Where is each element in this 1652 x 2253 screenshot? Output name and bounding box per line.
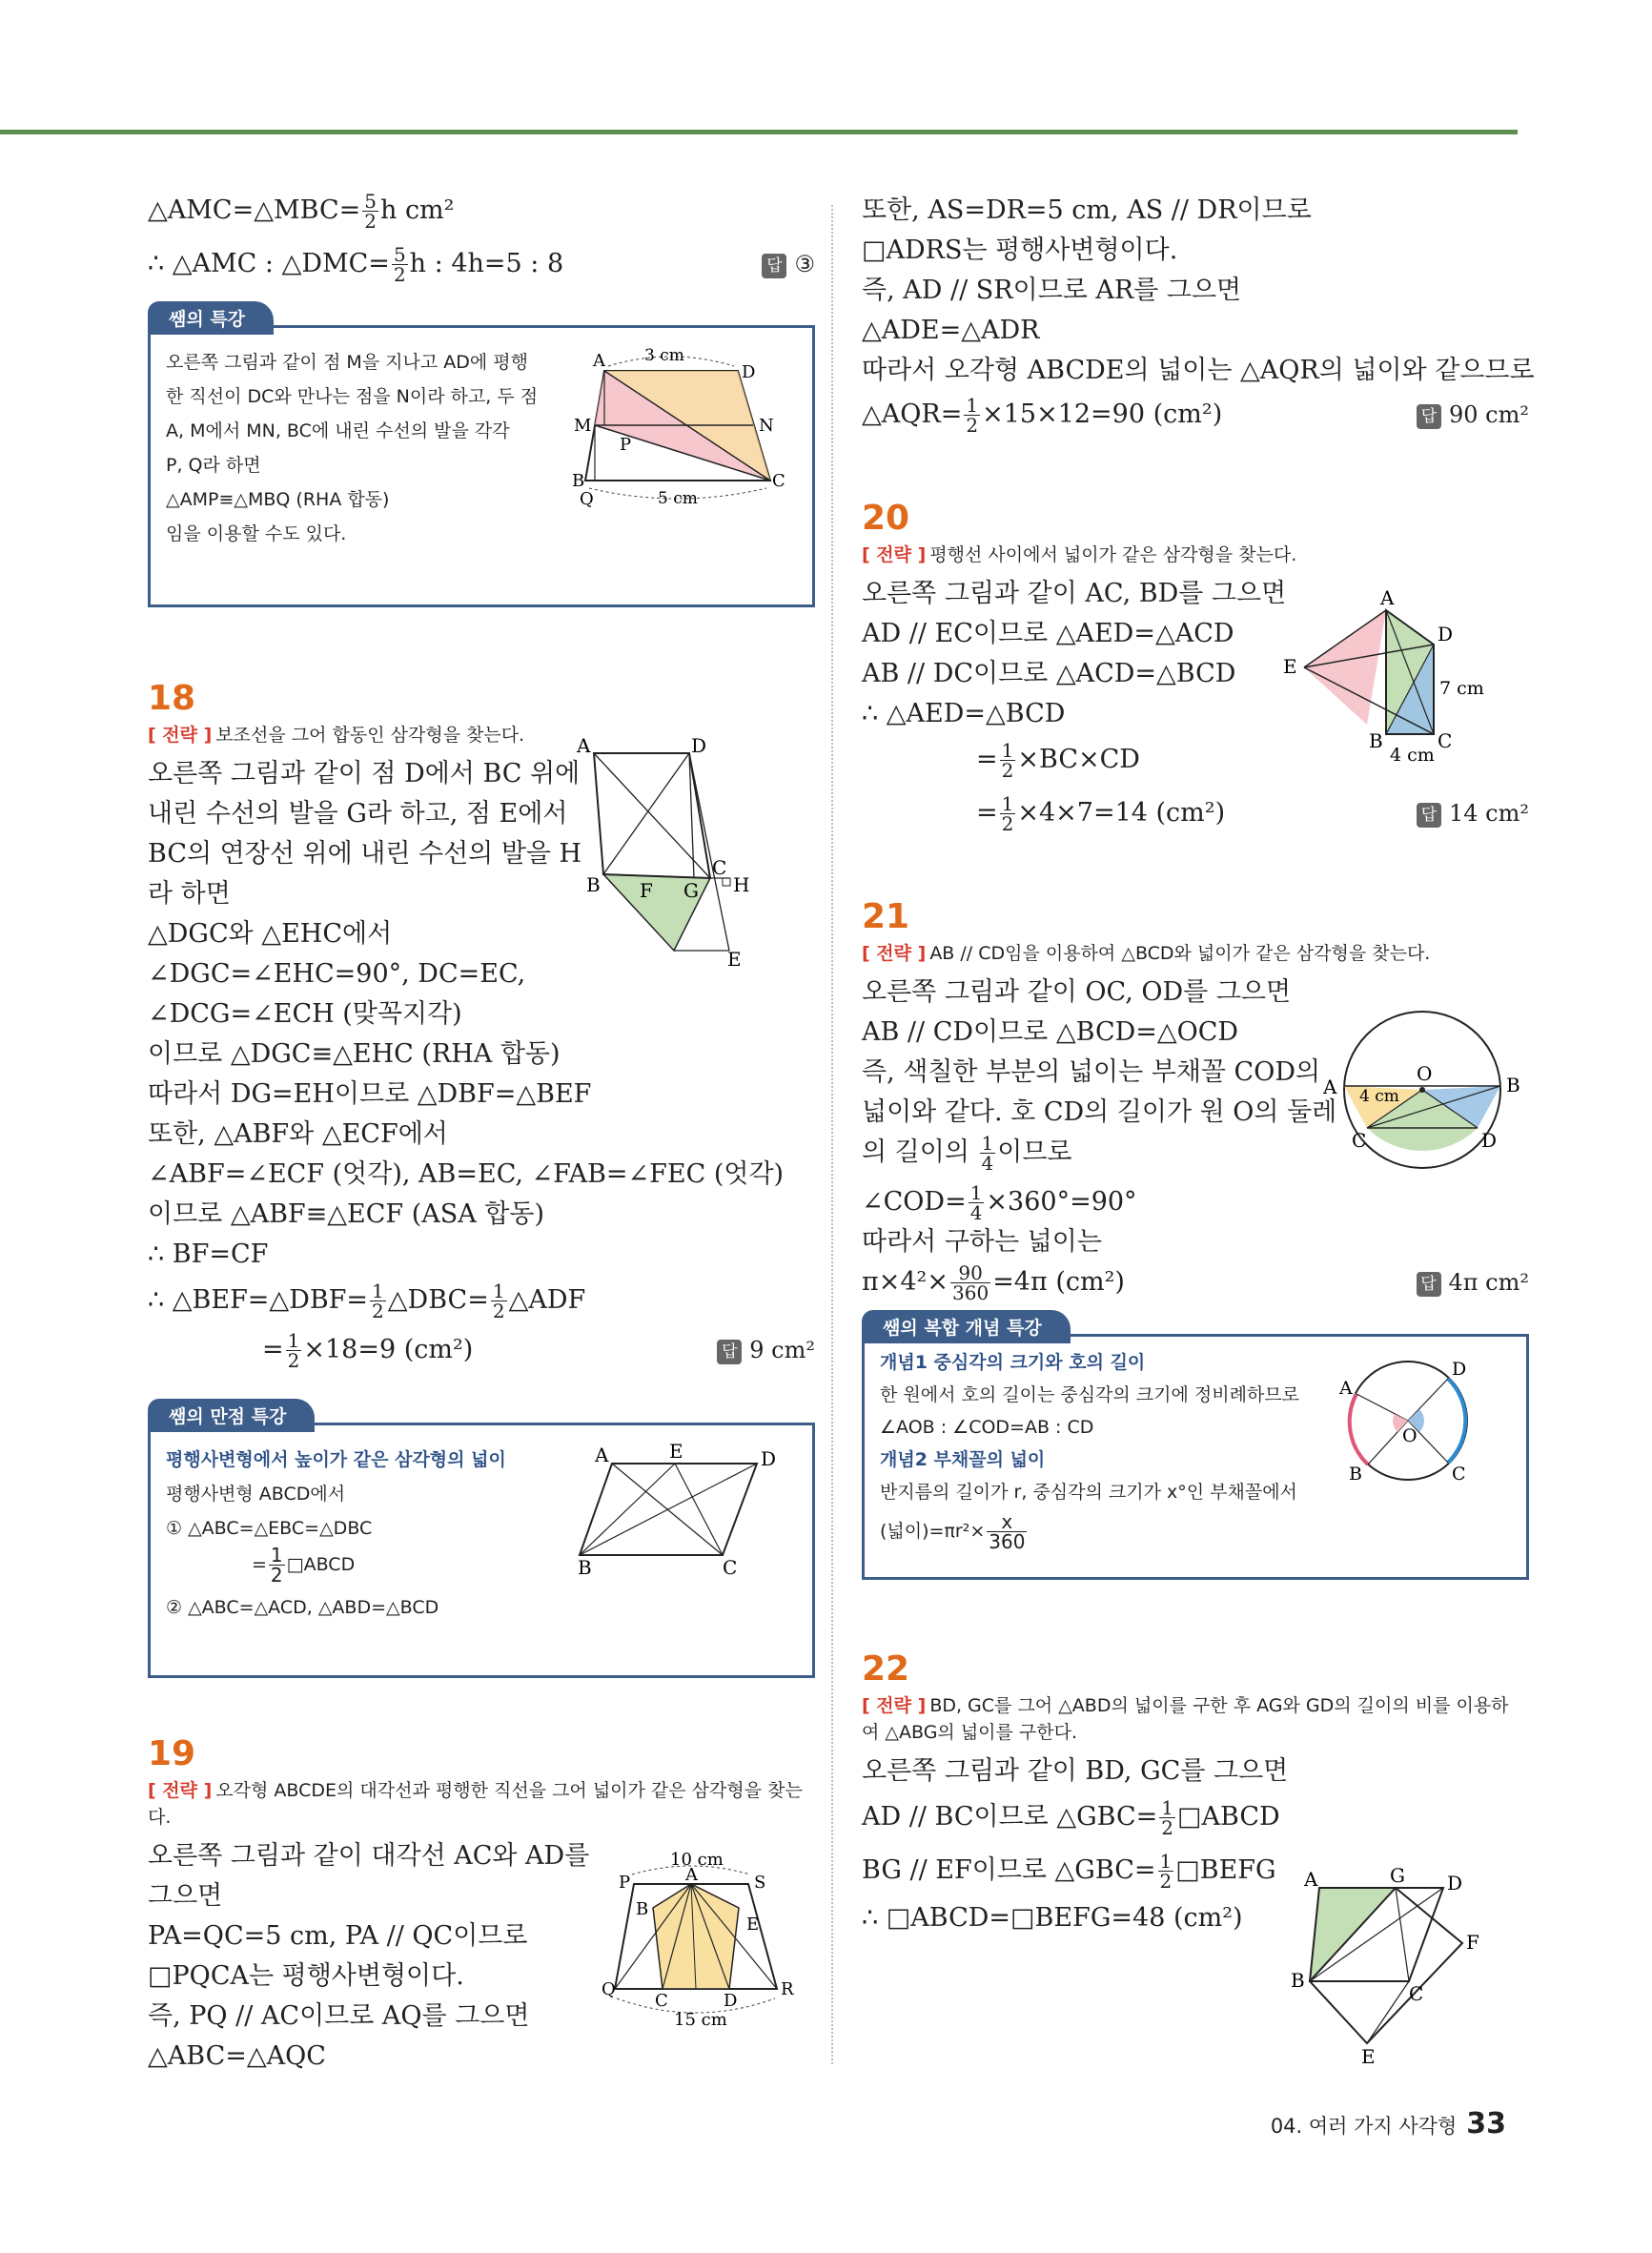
- problem-20-number: 20: [862, 499, 910, 538]
- label-A: A: [593, 351, 605, 371]
- answer-21: 답 4π cm²: [1417, 1262, 1530, 1302]
- label-B: B: [1506, 1074, 1520, 1096]
- tip-title: 쌤의 특강: [148, 301, 274, 335]
- label-D: D: [1438, 623, 1454, 645]
- label-B: B: [636, 1899, 649, 1919]
- column-divider: [831, 205, 833, 2064]
- text-line: 또한, AS=DR=5 cm, AS // DR이므로: [862, 195, 1312, 225]
- problem-19-number: 19: [148, 1734, 196, 1773]
- answer-18: 답 9 cm²: [717, 1330, 815, 1370]
- label-C: C: [1438, 729, 1453, 752]
- label-top-length: 10 cm: [670, 1850, 724, 1870]
- answer-17: 답 ③: [762, 244, 815, 284]
- label-E: E: [1283, 655, 1297, 678]
- label-A: A: [1323, 1075, 1337, 1098]
- label-B: B: [1349, 1464, 1362, 1485]
- problem-21-body: 오른쪽 그림과 같이 OC, OD를 그으면 AB // CD이므로 △BCD=△OCD 즉, 색칠한 부분의 넓이는 부채꼴 COD의 넓이와 같다. 호 CD의 길이가 원 O의 둘레 의 길이의 $\frac{1}{4}$ 이므로 ∠COD= $\frac{1}{4}$ ×360°=90° 따라서 구하는 넓이는 π×4²× $\frac{90}{360}$ =4π (cm²) 답 4π cm²: [862, 977, 1529, 1304]
- label-C: C: [772, 471, 785, 491]
- problem-22-number: 22: [862, 1649, 910, 1689]
- label-O: O: [1402, 1425, 1417, 1446]
- answer-mark-icon: 답: [762, 254, 786, 278]
- label-D: D: [691, 734, 707, 757]
- label-D: D: [742, 362, 756, 382]
- label-A: A: [1304, 1868, 1318, 1891]
- label-C: C: [1409, 1982, 1424, 2005]
- label-A: A: [595, 1444, 609, 1466]
- label-top-length: 3 cm: [644, 346, 684, 365]
- label-A: A: [1380, 586, 1395, 609]
- right-column: [862, 191, 1535, 2068]
- tip-box-3: [862, 1318, 1529, 1580]
- label-P: P: [619, 1873, 631, 1893]
- label-bottom-length: 5 cm: [658, 489, 698, 508]
- page-number: 33: [1466, 2107, 1506, 2140]
- tip-text: 오른쪽 그림과 같이 점 M을 지나고 AD에 평행 한 직선이 DC와 만나는 점을 N이라 하고, 두 점 A, M에서 MN, BC에 내린 수선의 발을 각각 P, Q라 하면 △AMP≡△MBQ (RHA 합동) 임을 이용할 수도 있다.: [166, 352, 539, 544]
- label-side: 7 cm: [1439, 678, 1484, 699]
- label-S: S: [754, 1873, 766, 1893]
- label-O: O: [1417, 1062, 1433, 1085]
- parallelogram-figure-18: [575, 734, 813, 971]
- label-C: C: [712, 856, 727, 879]
- header-bar: [0, 130, 1518, 134]
- problem-20-strategy: [ 전략 ] 평행선 사이에서 넓이가 같은 삼각형을 찾는다.: [862, 544, 1297, 565]
- trapezoid-figure: [570, 347, 789, 509]
- label-B: B: [578, 1556, 592, 1579]
- label-B: B: [1369, 729, 1383, 752]
- page-footer: [1271, 2107, 1506, 2140]
- pentagon-figure-19: [602, 1846, 806, 2037]
- problem-22-strategy: [ 전략 ] BD, GC를 그어 △ABD의 넓이를 구한 후 AG와 GD의 길이의 비를 이용하여 △ABG의 넓이를 구한다.: [862, 1695, 1509, 1743]
- label-B: B: [586, 873, 601, 896]
- label-P: P: [620, 435, 632, 455]
- label-G: G: [1390, 1864, 1405, 1887]
- answer-20: 답 14 cm²: [1417, 793, 1529, 833]
- label-base: 4 cm: [1390, 745, 1435, 766]
- label-F: F: [640, 879, 653, 902]
- tip-title: 쌤의 만점 특강: [148, 1399, 315, 1432]
- label-Q: Q: [602, 1979, 616, 1999]
- text-line: 즉, AD // SR이므로 AR를 그으면: [862, 276, 1242, 305]
- problem-19-strategy: [ 전략 ] 오각형 ABCDE의 대각선과 평행한 직선을 그어 넓이가 같은 삼각형을 찾는다.: [148, 1780, 803, 1828]
- answer-mark-icon: 답: [1417, 404, 1441, 429]
- label-M: M: [574, 416, 592, 436]
- answer-mark-icon: 답: [1417, 1272, 1441, 1297]
- left-column: [148, 191, 815, 2077]
- problem-22-body: 오른쪽 그림과 같이 BD, GC를 그으면 AD // BC이므로 △GBC= $\frac{1}{2}$ □ABCD BG // EF이므로 △GBC= $\frac{1}{2}$ □BEFG ∴ □ABCD=□BEFG=48 (cm²): [862, 1756, 1289, 1933]
- problem-21-strategy: [ 전략 ] AB // CD임을 이용하여 △BCD와 넓이가 같은 삼각형을 찾는다.: [862, 943, 1431, 964]
- quadrilateral-figure-20: [1281, 586, 1491, 782]
- problem-21-number: 21: [862, 897, 910, 936]
- label-B: B: [1291, 1969, 1305, 1992]
- tip-text: 개념1 중심각의 크기와 호의 길이 한 원에서 호의 길이는 중심각의 크기에 정비례하므로 ∠AOB : ∠COD=AB : CD 개념2 부채꼴의 넓이 반지름의 길이가 r, 중심각의 크기가 x°인 부채꼴에서 (넓이)=πr²× $\frac{x}{360}$: [880, 1352, 1300, 1553]
- label-C: C: [1452, 1464, 1466, 1485]
- label-radius: 4 cm: [1359, 1087, 1399, 1106]
- text-line: △ADE=△ADR: [862, 316, 1040, 345]
- label-D: D: [761, 1447, 777, 1470]
- tip-box-2: [148, 1406, 815, 1678]
- label-D: D: [724, 1991, 738, 2011]
- eq-aqr: △AQR= $\frac{1}{2}$ ×15×12=90 (cm²) 답 90 cm²: [862, 394, 1529, 437]
- label-G: G: [683, 879, 699, 902]
- label-E: E: [746, 1915, 760, 1935]
- problem-20-body: 오른쪽 그림과 같이 AC, BD를 그으면 AD // EC이므로 △AED=△ACD AB // DC이므로 △ACD=△BCD ∴ △AED=△BCD = $\frac{1}{2}$ ×BC×CD = $\frac{1}{2}$ ×4×7=14 (cm²) 답 14 cm²: [862, 579, 1529, 835]
- answer-mark-icon: 답: [717, 1340, 742, 1364]
- label-D: D: [1447, 1872, 1463, 1895]
- eq-ratio: ∴ △AMC : △DMC= $\frac{5}{2}$ h : 4h=5 : 8 답 ③: [148, 243, 815, 286]
- text-line: □ADRS는 평행사변형이다.: [862, 236, 1178, 265]
- problem-18-body: 오른쪽 그림과 같이 점 D에서 BC 위에 내린 수선의 발을 G라 하고, 점 E에서 BC의 연장선 위에 내린 수선의 발을 H 라 하면 △DGC와 △EHC에서 ∠DGC=∠EHC=90°, DC=EC, ∠DCG=∠ECH (맞꼭지각) 이므로 △DGC≡△EHC (RHA 합동) 따라서 DG=EH이므로 △DBF=△BEF 또한, △ABF와 △ECF에서 ∠ABF=∠ECF (엇각), AB=EC, ∠FAB=∠FEC (엇각) 이므로 △ABF≡△ECF (ASA 합동) ∴ BF=CF ∴ △BEF=△DBF= $\frac{1}{2}$ △DBC= $\frac{1}{2}$ △ADF = $\frac{1}{2}$ ×18=9 (cm²) 답 9 cm²: [148, 759, 815, 1372]
- problem-18-strategy: [ 전략 ] 보조선을 그어 합동인 삼각형을 찾는다.: [148, 725, 525, 746]
- circle-figure-tip: [1322, 1352, 1513, 1495]
- text-line: 따라서 오각형 ABCDE의 넓이는 △AQR의 넓이와 같으므로: [862, 356, 1535, 385]
- answer-19: 답 90 cm²: [1417, 395, 1529, 435]
- label-Q: Q: [580, 489, 594, 509]
- circle-figure-21: [1319, 1006, 1529, 1178]
- label-H: H: [733, 873, 750, 896]
- tip-title: 쌤의 복합 개념 특강: [862, 1310, 1071, 1343]
- label-D: D: [1452, 1359, 1467, 1380]
- label-E: E: [727, 948, 742, 971]
- label-A: A: [685, 1865, 698, 1885]
- label-bottom-length: 15 cm: [674, 2010, 727, 2030]
- problem-18-number: 18: [148, 679, 196, 718]
- chapter-title: 04. 여러 가지 사각형: [1270, 2115, 1458, 2138]
- label-A: A: [1339, 1378, 1353, 1399]
- label-F: F: [1466, 1931, 1479, 1954]
- label-C: C: [655, 1991, 668, 2011]
- label-E: E: [1361, 2045, 1376, 2068]
- label-C: C: [723, 1556, 738, 1579]
- parallelogram-figure-tip: [578, 1440, 789, 1579]
- label-E: E: [669, 1440, 683, 1463]
- label-B: B: [572, 471, 585, 491]
- eq-amc: △AMC=△MBC= $\frac{5}{2}$ h cm²: [148, 190, 455, 233]
- label-C: C: [1352, 1129, 1367, 1152]
- label-A: A: [577, 734, 591, 757]
- tip-box-1: [148, 309, 815, 607]
- answer-mark-icon: 답: [1417, 803, 1441, 828]
- label-D: D: [1481, 1129, 1498, 1152]
- tip-text: 평행사변형에서 높이가 같은 삼각형의 넓이 평행사변형 ABCD에서 ① △ABC=△EBC=△DBC = $\frac{1}{2}$ □ABCD ② △ABC=△ACD, △ABD=△BCD: [166, 1449, 506, 1618]
- label-R: R: [781, 1979, 794, 1999]
- problem-19-body: 오른쪽 그림과 같이 대각선 AC와 AD를 그으면 PA=QC=5 cm, PA // QC이므로 □PQCA는 평행사변형이다. 즉, PQ // AC이므로 AQ를 그으면 △ABC=△AQC: [148, 1841, 590, 2071]
- parallelogram-figure-22: [1291, 1864, 1510, 2077]
- label-N: N: [759, 416, 774, 436]
